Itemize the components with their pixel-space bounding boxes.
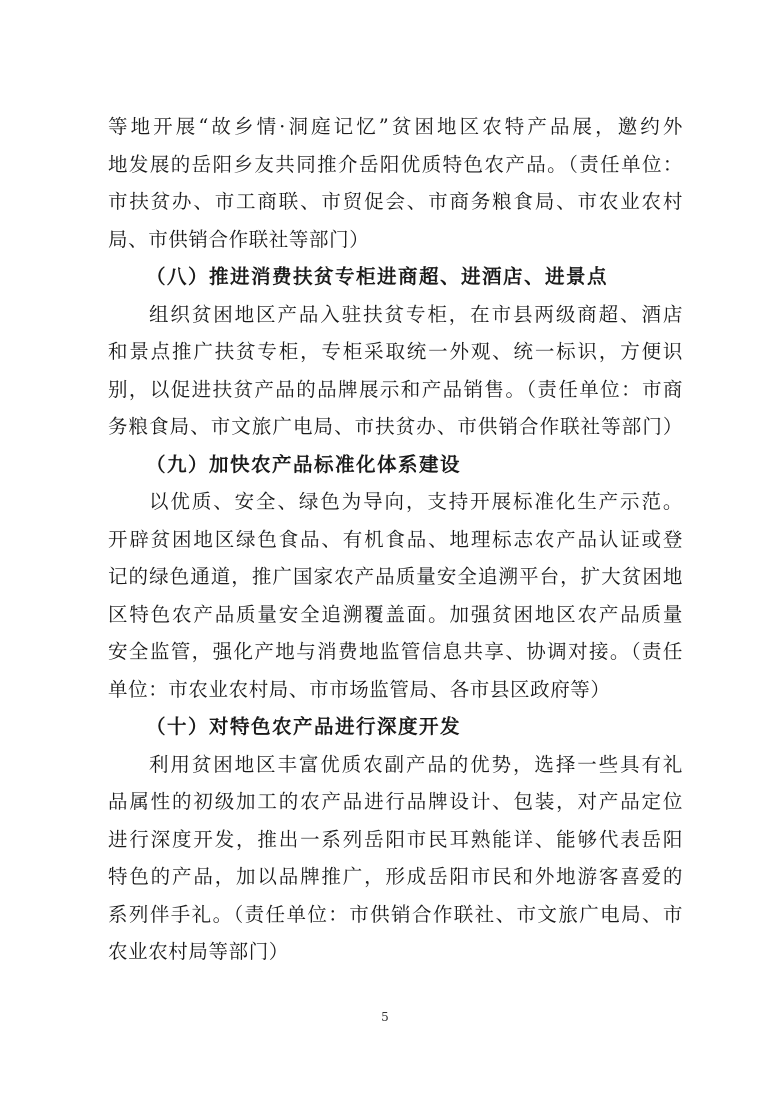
text-line: 地发展的岳阳乡友共同推介岳阳优质特色农产品。（责任单位：: [108, 152, 683, 176]
text-line: 和景点推广扶贫专柜，专柜采取统一外观、统一标识，方便识: [108, 340, 683, 363]
section-heading-9: （九）加快农产品标准化体系建设: [146, 452, 462, 476]
text-line: 以优质、安全、绿色为导向，支持开展标准化生产示范。: [149, 490, 683, 513]
text-line: 组织贫困地区产品入驻扶贫专柜，在市县两级商超、酒店: [149, 302, 683, 326]
text-line: 市扶贫办、市工商联、市贸促会、市商务粮食局、市农业农村: [108, 190, 683, 213]
document-body: [108, 108, 683, 971]
text-line: 开辟贫困地区绿色食品、有机食品、地理标志农产品认证或登: [108, 527, 683, 551]
text-line: 等地开展“故乡情·洞庭记忆”贫困地区农特产品展，邀约外: [108, 115, 683, 138]
text-line: 单位：市农业农村局、市市场监管局、各市县区政府等）: [108, 677, 611, 701]
text-line: 区特色农产品质量安全追溯覆盖面。加强贫困地区农产品质量: [108, 602, 683, 626]
text-line: 记的绿色通道，推广国家农产品质量安全追溯平台，扩大贫困地: [108, 565, 683, 588]
section-heading-10: （十）对特色农产品进行深度开发: [146, 715, 462, 738]
text-line: 农业农村局等部门）: [108, 940, 289, 963]
text-line: 品属性的初级加工的农产品进行品牌设计、包装，对产品定位: [108, 790, 683, 813]
text-line: 局、市供销合作联社等部门）: [108, 227, 370, 251]
section-heading-8: （八）推进消费扶贫专柜进商超、进酒店、进景点: [146, 265, 609, 288]
text-line: 系列伴手礼。（责任单位：市供销合作联社、市文旅广电局、市: [108, 902, 683, 926]
text-line: 安全监管，强化产地与消费地监管信息共享、协调对接。（责任: [108, 640, 683, 663]
text-line: 别，以促进扶贫产品的品牌展示和产品销售。（责任单位：市商: [108, 377, 683, 401]
page-number: 5: [381, 1010, 389, 1024]
text-line: 利用贫困地区丰富优质农副产品的优势，选择一些具有礼: [149, 752, 683, 776]
text-line: 务粮食局、市文旅广电局、市扶贫办、市供销合作联社等部门）: [108, 415, 683, 438]
text-line: 进行深度开发，推出一系列岳阳市民耳熟能详、能够代表岳阳: [108, 827, 683, 851]
text-line: 特色的产品，加以品牌推广，形成岳阳市民和外地游客喜爱的: [108, 865, 683, 888]
